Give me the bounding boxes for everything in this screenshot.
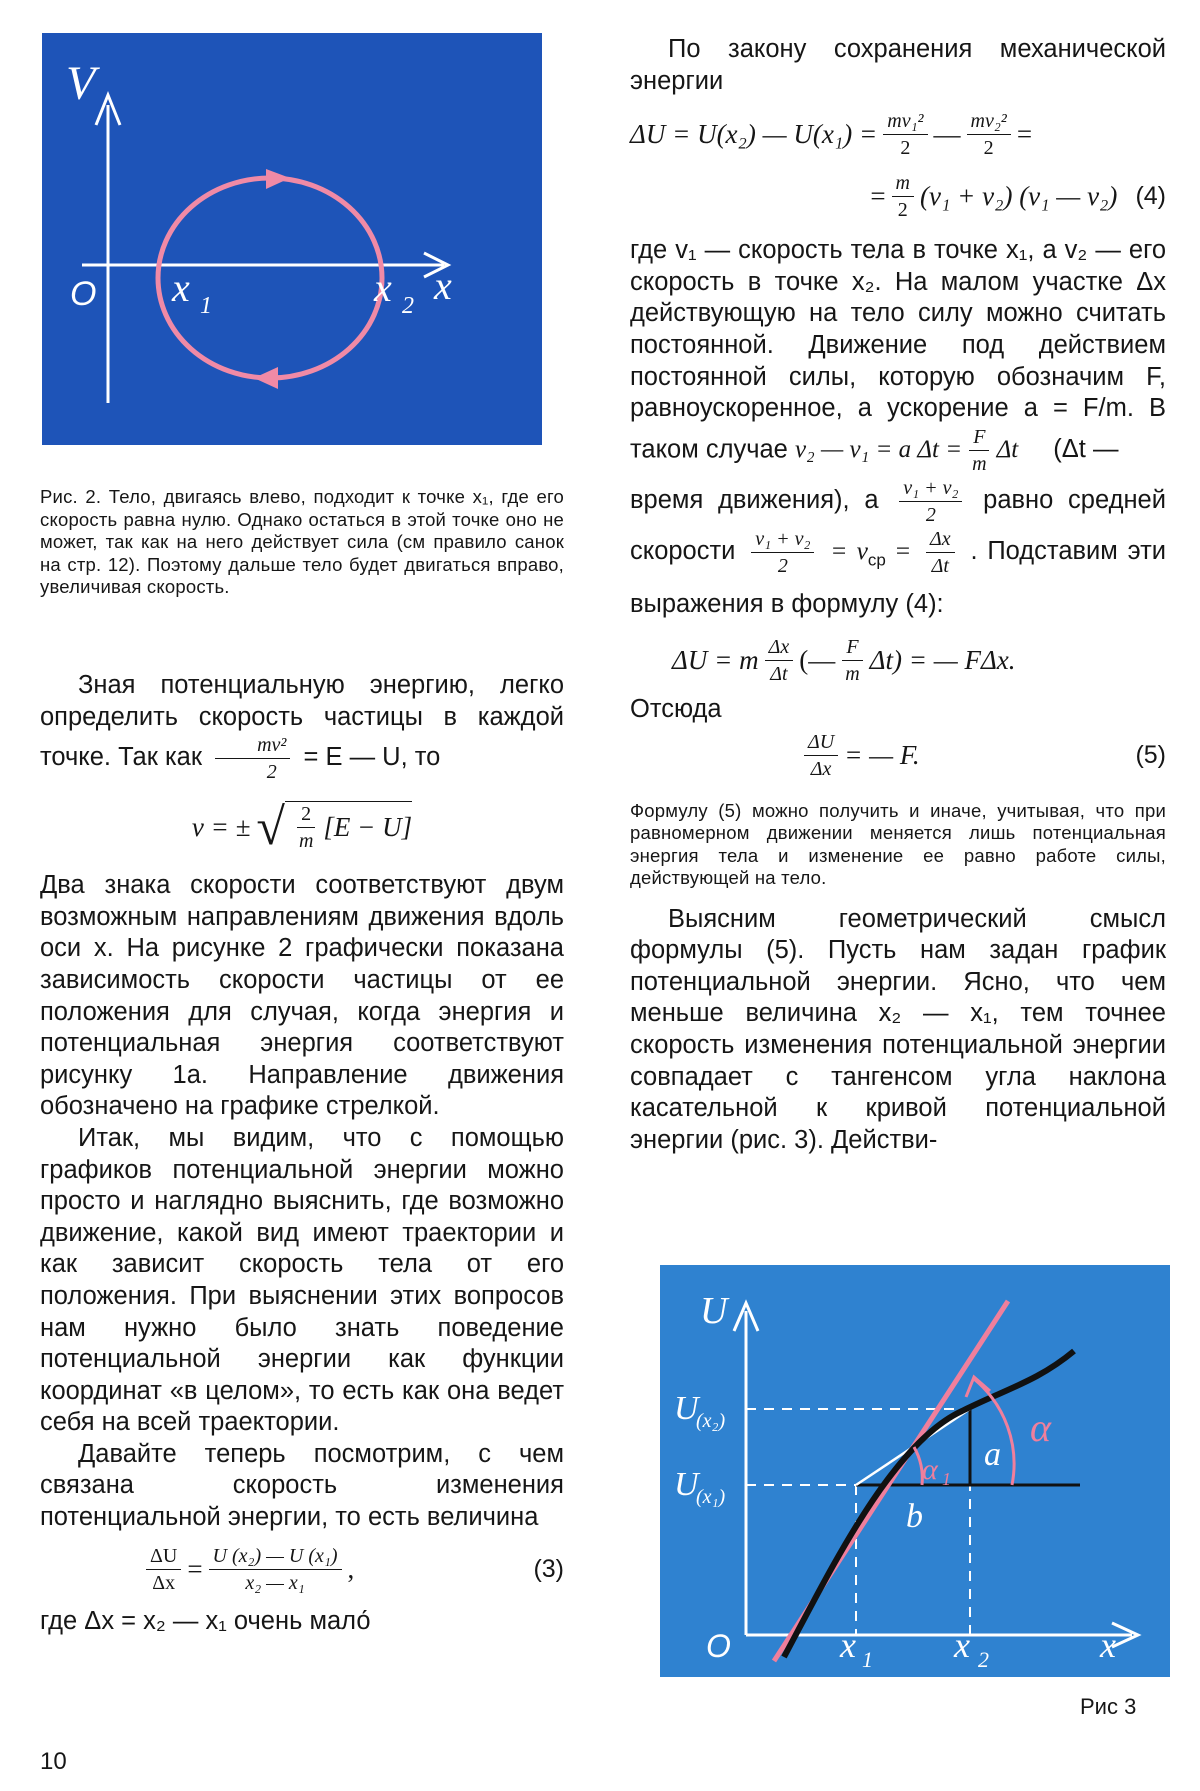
sub-rest: Δt) = — FΔx. — [869, 644, 1016, 675]
time-of-motion-text: время движения), а — [630, 485, 879, 514]
leg-b-label: b — [906, 1498, 923, 1535]
sub-f2-num: F — [842, 635, 862, 661]
eq4-f2-den: 2 — [983, 136, 994, 159]
figure-velocity-svg — [42, 33, 542, 445]
equation-4-line-2 — [630, 165, 1166, 227]
x1-label-fig3-sub: 1 — [862, 1647, 873, 1672]
paragraph-conservation: По закону сохранения механической энергии — [630, 35, 1166, 95]
leg-a-label: a — [984, 1436, 1001, 1473]
figure-potential-tangent — [660, 1265, 1170, 1677]
velocity-lhs: v = ± — [191, 811, 251, 842]
x1-label-fig3: x — [840, 1625, 856, 1665]
equation-4-line-1 — [630, 103, 1166, 165]
x2-label-fig3: x — [954, 1625, 970, 1665]
sqrt-body — [285, 801, 412, 853]
eq4-lhs: ΔU = U(x₂) — U(x₁) = — [630, 118, 878, 149]
eq4-minus: — — [933, 118, 961, 149]
trajectory-arrow-top — [266, 169, 290, 189]
x2-label-fig3-sub: 2 — [978, 1647, 989, 1672]
sqrt-sign: √ — [256, 798, 285, 856]
eq4-f2-num: mv₂² — [967, 109, 1011, 135]
eq4-tail: = — [1016, 118, 1033, 149]
avg-fraction-2 — [751, 527, 814, 578]
eq3-lhs-num: ΔU — [146, 1544, 181, 1570]
u1-label-sub: (x₁) — [696, 1486, 726, 1508]
origin-label-fig3: O — [706, 1628, 731, 1664]
u-axis-label: U — [700, 1290, 728, 1332]
kinetic-energy-fraction — [215, 733, 290, 784]
u2-label-sub: (x₂) — [696, 1410, 726, 1432]
substitute-text: . Подставим эти выражения в формулу (4): — [630, 536, 1167, 619]
equals-average-text: равно средней скорости — [630, 485, 1166, 565]
energy-difference: = E — U, то — [303, 743, 441, 772]
sub-lhs: ΔU = m — [672, 644, 759, 675]
sub-open: (— — [799, 644, 836, 675]
avg-fraction — [899, 476, 962, 527]
paragraph-average-speed — [630, 476, 1166, 626]
potential-curve — [784, 1351, 1074, 1657]
equation-3 — [40, 1534, 564, 1606]
paragraph-energy-speed-text: Зная потенциальную энергию, легко определить скорость частицы в каждой точке. Так как — [40, 671, 564, 772]
alpha-label: α — [1030, 1405, 1051, 1450]
uniform-acceleration-text: где v₁ — скорость тела в точке x₁, а v₂ — его скорость в точке x₂. На малом участке Δx действующую на тело силу можно считать постоянной. Движение под действием постоянной силы, которую обозначим F, равноускоренное, а ускорение a = F/m. В таком случае — [630, 236, 1166, 464]
avg2-num: v₁ + v₂ — [751, 527, 814, 553]
eq3-number: (3) — [533, 1555, 564, 1584]
velocity-formula — [40, 790, 564, 864]
eq4-m-over-2 — [892, 171, 914, 222]
paragraph-two-signs: Два знака скорости соответствуют двум возможным направлениям движения вдоль оси x. На рисунке 2 графически показана зависимость скорости частицы от ее положения для случая, когда энергия и потенциальная энергия соответствуют рисунку 1а. Направление движения обозначено на графике стрелкой. — [40, 871, 564, 1121]
u1-label: U — [674, 1466, 699, 1503]
sub-f1-num: Δx — [765, 635, 794, 661]
eq5-num: ΔU — [804, 730, 838, 756]
x1-subscript: 1 — [200, 293, 212, 319]
paragraph-uniform-acceleration — [630, 235, 1166, 476]
eq4-f2 — [967, 109, 1011, 160]
two-over-m — [295, 802, 317, 853]
f-over-m-den: m — [972, 452, 987, 475]
sub-f2 — [841, 635, 863, 686]
figure-3-label: Рис 3 — [1080, 1694, 1137, 1719]
eq4-product: (v₁ + v₂) (v₁ — v₂) — [920, 180, 1118, 211]
ke-den: 2 — [266, 761, 277, 784]
right-text-block — [630, 34, 1166, 1156]
eq3-rhs — [209, 1544, 342, 1595]
vdiff-lhs: v₂ — v₁ = a Δt = — [794, 436, 963, 464]
hence-label: Отсюда — [630, 695, 722, 724]
eq4-f1-num: mv₁² — [883, 109, 927, 135]
eq3-equals: = — [187, 1554, 203, 1585]
eq4-m-den: 2 — [897, 198, 908, 221]
substituted-equation — [630, 626, 1166, 694]
x1-label: x — [172, 265, 190, 310]
x-axis-label-fig3: x — [1100, 1625, 1116, 1665]
eq5-den: Δx — [810, 758, 832, 781]
eq4-m-num: m — [892, 171, 914, 197]
x2-label: x — [374, 265, 392, 310]
eq3-comma: , — [347, 1554, 355, 1585]
avg-den: 2 — [925, 503, 936, 526]
origin-label: O — [70, 275, 97, 313]
paragraph-geometric-meaning: Выясним геометрический смысл формулы (5). Пусть нам задан график потенциальной энергии. Ясно, что чем меньше величина x₂ — x₁, тем точнее скорость изменения потенциальной энергии совпадает с тангенсом угла наклона касательной к кривой потенциальной энергии (рис. 3). Действи- — [630, 904, 1166, 1154]
left-text-block — [40, 670, 564, 1637]
dx-num: Δx — [926, 527, 955, 553]
sub-f1-den: Δt — [770, 662, 788, 685]
avg-num: v₁ + v₂ — [899, 476, 962, 502]
figure-tangent-svg — [660, 1265, 1170, 1677]
vdiff-dt: Δt — [996, 436, 1019, 464]
dt-den: Δt — [931, 554, 949, 577]
figure-2-caption: Рис. 2. Тело, двигаясь влево, подходит к точке x₁, где его скорость равна нулю. Однако остаться в этой точке оно не может, так как на него действует сила (см правило санок на стр. 12). Поэтому дальше тело будет двигаться вправо, увеличивая скорость. — [40, 486, 564, 597]
page-number: 10 — [40, 1748, 67, 1775]
paragraph-graphs-summary: Итак, мы видим, что с помощью графиков потенциальной энергии можно просто и наглядно выяснить, где возможно движение, какой вид имеют траектории и как зависит скорость тела от его положения. При выяснении этих вопросов нам нужно было знать поведение потенциальной энергии как функции координат «в целом», то есть как она ведет себя на всей траектории. — [40, 1123, 564, 1437]
dt-note: (Δt — — [1053, 435, 1119, 464]
ke-num: mv² — [215, 733, 290, 759]
paragraph-delta-x-small: где Δx = x₂ — x₁ очень мало́ — [40, 1606, 371, 1635]
sub-f2-den: m — [845, 662, 860, 685]
x2-subscript: 2 — [402, 293, 414, 319]
v-average: = v — [830, 535, 868, 565]
alpha-arc-arrow — [966, 1377, 990, 1397]
eq4-f1 — [883, 109, 927, 160]
alpha1-label: α — [922, 1453, 938, 1486]
avg2-den: 2 — [777, 554, 788, 577]
eq4-f1-den: 2 — [900, 136, 911, 159]
note-formula-5: Формулу (5) можно получить и иначе, учитывая, что при равномерном движении меняется лишь потенциальная энергия тела и изменение ее равно работе силы, действующей на тело. — [630, 799, 1166, 889]
paragraph-rate-of-change: Давайте теперь посмотрим, с чем связана скорость изменения потенциальной энергии, то есть величина — [40, 1439, 564, 1532]
two-over-m-den: m — [298, 830, 314, 853]
eq5-number: (5) — [1135, 741, 1166, 770]
alpha1-label-sub: 1 — [942, 1469, 951, 1489]
trajectory-ellipse — [158, 178, 382, 378]
v-average-subscript: ср — [867, 550, 886, 570]
v-axis-label: V — [66, 57, 96, 110]
figure-velocity-phase — [42, 33, 542, 445]
dx-over-dt — [926, 527, 955, 578]
eq3-rhs-den: x₂ — x₁ — [245, 1572, 305, 1595]
eq5-rhs: = — F. — [844, 740, 920, 771]
paragraph-energy-speed — [40, 670, 564, 784]
eq3-lhs-den: Δx — [152, 1572, 176, 1595]
f-over-m — [968, 425, 990, 476]
v-average-equals: = — [895, 535, 911, 565]
eq3-rhs-num: U (x₂) — U (x₁) — [209, 1544, 342, 1570]
trajectory-arrow-bottom — [254, 367, 278, 389]
x-axis-label: x — [434, 263, 452, 308]
u2-label: U — [674, 1390, 699, 1427]
sub-f1 — [765, 635, 794, 686]
eq4-lead: = — [870, 180, 886, 211]
eq3-lhs — [146, 1544, 181, 1595]
energy-bracket: [E − U] — [323, 812, 413, 843]
f-over-m-num: F — [969, 425, 989, 451]
velocity-difference-formula — [795, 425, 1018, 476]
two-over-m-num: 2 — [297, 802, 315, 828]
eq4-number: (4) — [1135, 181, 1166, 210]
equation-5 — [630, 726, 1166, 786]
eq5-fraction — [804, 730, 838, 781]
